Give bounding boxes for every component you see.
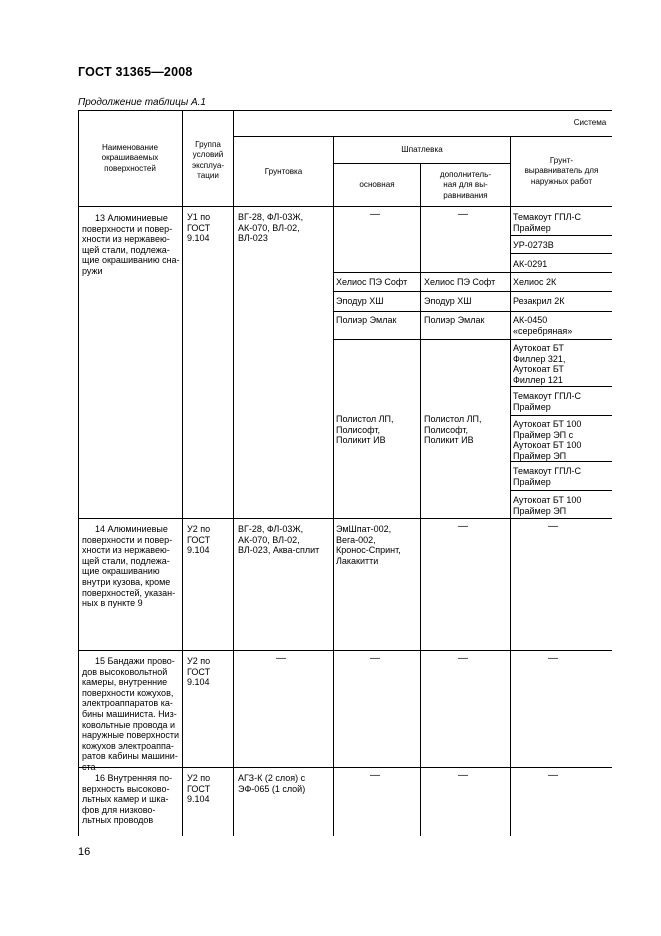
- row13-leveler-4: Хелиос 2К: [513, 277, 557, 287]
- row13-extra-dash: —: [458, 209, 468, 220]
- row13-leveler-8: Темакоут ГПЛ-С Праймер: [513, 391, 582, 412]
- row13-main-dash: —: [370, 209, 380, 220]
- row13-main-5: Полистол ЛП, Полисофт, Поликит ИВ: [336, 414, 394, 446]
- row13-leveler-1: Темакоут ГПЛ-С Праймер: [513, 212, 582, 233]
- row13-leveler-3: АК-0291: [513, 259, 548, 269]
- table-border-top: [78, 110, 612, 111]
- grid-line: [233, 136, 612, 137]
- row13-extra-5: Полистол ЛП, Полисофт, Поликит ИВ: [424, 414, 482, 446]
- row13-group: У1 по ГОСТ 9.104: [187, 212, 211, 244]
- row13-leveler-7: Аутокоат БТ Филлер 321, Аутокоат БТ Филлер 121: [513, 343, 566, 385]
- grid-line: [333, 272, 612, 273]
- row16-main-dash: —: [370, 770, 380, 781]
- row13-leveler-5: Резакрил 2К: [513, 296, 565, 306]
- row13-leveler-9: Аутокоат БТ 100 Праймер ЭП с Аутокоат БТ 100 Праймер ЭП: [513, 419, 582, 461]
- row13-leveler-10: Темакоут ГПЛ-С Праймер: [513, 466, 582, 487]
- row14-group: У2 по ГОСТ 9.104: [187, 524, 211, 556]
- row13-main-2: Хелиос ПЭ Софт: [336, 277, 408, 287]
- grid-line: [233, 110, 234, 836]
- row13-extra-2: Хелиос ПЭ Софт: [424, 277, 496, 287]
- row15-primer-dash: —: [276, 653, 286, 664]
- row13-extra-4: Полиэр Эмлак: [424, 315, 485, 325]
- grid-line: [510, 415, 612, 416]
- row16-surface: 16 Внутренняя по- верхность высоково- льтных камер и шка- фов для низково- льтных проводов: [82, 773, 173, 826]
- header-putty: Шпатлевка: [401, 145, 443, 154]
- row14-primer: ВГ-28, ФЛ-03Ж, АК-070, ВЛ-02, ВЛ-023, Аква-сплит: [238, 524, 320, 556]
- grid-line: [333, 163, 510, 164]
- header-surfaces: Наименование окрашиваемых поверхностей: [101, 143, 159, 173]
- grid-line: [333, 311, 612, 312]
- row13-leveler-11: Аутокоат БТ 100 Праймер ЭП: [513, 495, 582, 516]
- row15-surface: 15 Бандажи прово- дов высоковольтной камеры, внутренние поверхности кожухов, электроаппаратов ка- бины машиниста. Низ- ковольтные провода и наружные поверхности кожухов электроаппа- ратов кабины машини- ста: [82, 656, 180, 772]
- grid-line: [510, 235, 612, 236]
- grid-line: [182, 110, 183, 836]
- table-border-left: [78, 110, 79, 836]
- row16-extra-dash: —: [458, 770, 468, 781]
- row13-leveler-6: АК-0450 «серебряная»: [513, 315, 573, 336]
- page-number: 16: [78, 846, 91, 858]
- row15-extra-dash: —: [458, 653, 468, 664]
- grid-line: [510, 490, 612, 491]
- grid-line: [333, 136, 334, 836]
- grid-line: [420, 163, 421, 836]
- grid-line: [333, 339, 612, 340]
- header-system: Система: [573, 118, 607, 127]
- grid-line: [510, 136, 511, 836]
- row16-primer: АГЗ-К (2 слоя) с ЭФ-065 (1 слой): [238, 773, 306, 794]
- header-group: Группа условий эксплуа- тации: [191, 140, 225, 181]
- row13-leveler-2: УР-0273В: [513, 240, 554, 250]
- header-primer-leveler: Грунт- выравниватель для наружных работ: [524, 156, 599, 186]
- row14-surface: 14 Алюминиевые поверхности и повер- хности из нержавею- щей стали, подлежа- щие окрашиванию внутри кузова, кроме поверхностей, указан- ных в пункте 9: [82, 524, 176, 609]
- grid-line: [333, 291, 612, 292]
- row16-group: У2 по ГОСТ 9.104: [187, 773, 211, 805]
- row-separator: [78, 518, 612, 519]
- row15-main-dash: —: [370, 653, 380, 664]
- document-header: ГОСТ 31365—2008: [78, 65, 193, 79]
- row13-extra-3: Эподур ХШ: [424, 296, 472, 306]
- grid-line: [510, 253, 612, 254]
- header-bottom-line: [78, 206, 612, 207]
- row14-extra-dash: —: [458, 521, 468, 532]
- row13-main-3: Эподур ХШ: [336, 296, 384, 306]
- table-continuation-caption: Продолжение таблицы А.1: [78, 97, 206, 108]
- row14-leveler-dash: —: [548, 521, 558, 532]
- row13-primer: ВГ-28, ФЛ-03Ж, АК-070, ВЛ-02, ВЛ-023: [238, 212, 304, 244]
- header-primer: Грунтовка: [264, 167, 303, 176]
- row13-surface: 13 Алюминиевые поверхности и повер- хности из нержавею- щей стали, подлежа- щие окрашиванию сна- ружи: [82, 213, 180, 276]
- row13-main-4: Полиэр Эмлак: [336, 315, 397, 325]
- header-putty-main: основная: [359, 180, 395, 189]
- row14-main: ЭмШпат-002, Вега-002, Кронос-Спринт, Лакакитти: [336, 524, 401, 566]
- grid-line: [510, 386, 612, 387]
- row15-leveler-dash: —: [548, 653, 558, 664]
- header-putty-extra: дополнитель- ная для вы- равнивания: [439, 170, 492, 200]
- row16-leveler-dash: —: [548, 770, 558, 781]
- row-separator: [78, 650, 612, 651]
- row15-group: У2 по ГОСТ 9.104: [187, 656, 211, 688]
